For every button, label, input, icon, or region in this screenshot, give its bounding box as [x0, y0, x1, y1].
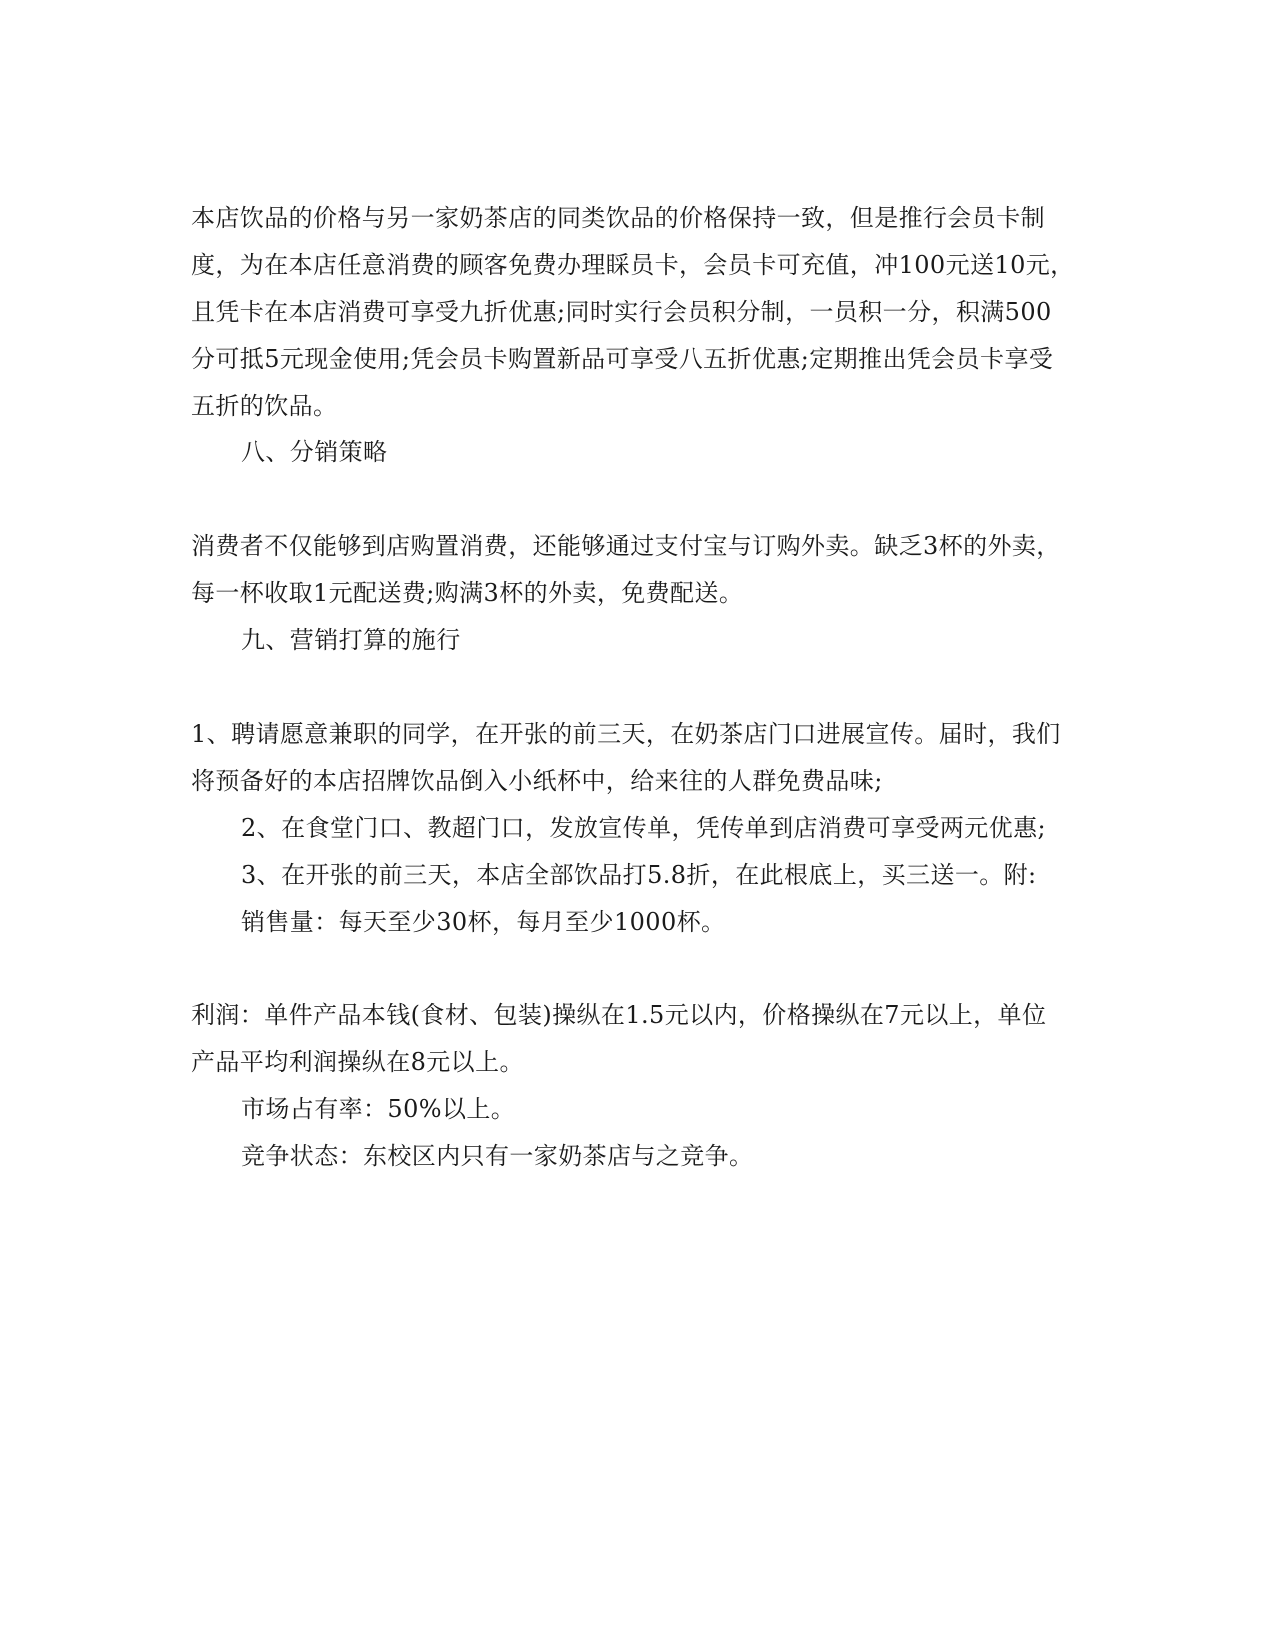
paragraph-pricing-line-3: 且凭卡在本店消费可享受九折优惠;同时实行会员积分制，一员积一分，积满500: [191, 298, 1052, 326]
section-heading-implementation: 九、营销打算的施行: [241, 626, 461, 654]
paragraph-pricing-line-4: 分可抵5元现金使用;凭会员卡购置新品可享受八五折优惠;定期推出凭会员卡享受: [191, 345, 1054, 373]
section-heading-distribution: 八、分销策略: [241, 438, 388, 466]
paragraph-distribution-line-2: 每一杯收取1元配送费;购满3杯的外卖，免费配送。: [191, 579, 744, 607]
sales-volume-text: 销售量：每天至少30杯，每月至少1000杯。: [241, 908, 726, 936]
paragraph-distribution-line-1: 消费者不仅能够到店购置消费，还能够通过支付宝与订购外卖。缺乏3杯的外卖，: [191, 532, 1061, 560]
paragraph-pricing-line-2: 度，为在本店任意消费的顾客免费办理睬员卡，会员卡可充值，冲100元送10元，: [191, 251, 1075, 279]
list-item-3: 3、在开张的前三天，本店全部饮品打5.8折，在此根底上，买三送一。附:: [241, 861, 1037, 889]
list-item-1-line-1: 1、聘请愿意兼职的同学，在开张的前三天，在奶茶店门口进展宣传。届时，我们: [191, 720, 1061, 748]
profit-line-2: 产品平均利润操纵在8元以上。: [191, 1048, 524, 1076]
list-item-1-line-2: 将预备好的本店招牌饮品倒入小纸杯中，给来往的人群免费品味;: [191, 767, 883, 795]
market-share-text: 市场占有率：50%以上。: [241, 1095, 516, 1123]
paragraph-pricing-line-5: 五折的饮品。: [191, 392, 338, 420]
competition-status-text: 竞争状态：东校区内只有一家奶茶店与之竞争。: [241, 1142, 754, 1170]
profit-line-1: 利润：单件产品本钱(食材、包装)操纵在1.5元以内，价格操纵在7元以上，单位: [191, 1001, 1047, 1029]
paragraph-pricing-line-1: 本店饮品的价格与另一家奶茶店的同类饮品的价格保持一致，但是推行会员卡制: [191, 204, 1045, 232]
list-item-2: 2、在食堂门口、教超门口，发放宣传单，凭传单到店消费可享受两元优惠;: [241, 814, 1046, 842]
